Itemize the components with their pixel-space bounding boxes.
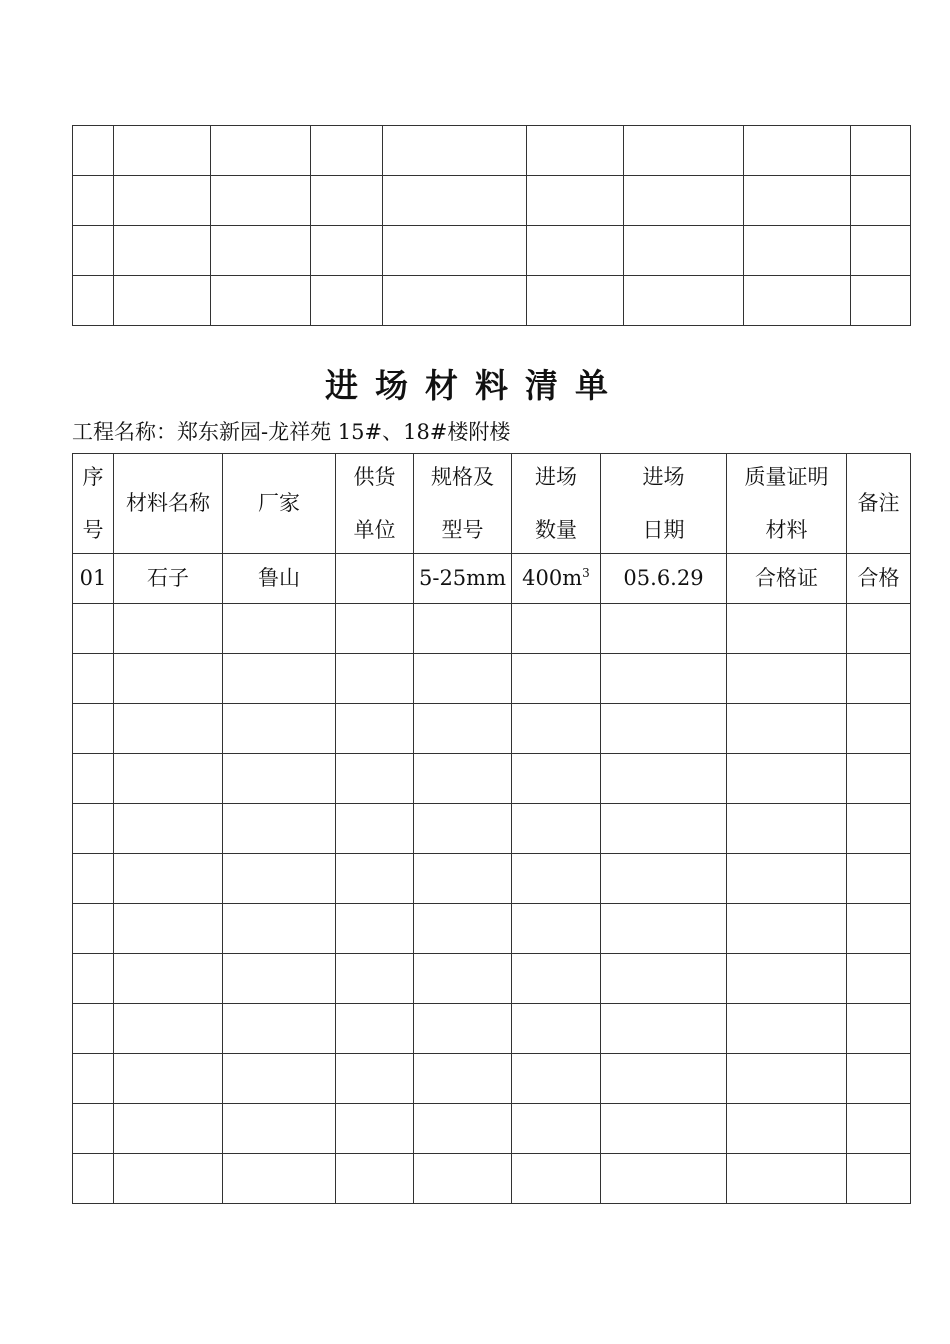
empty-cell	[211, 276, 311, 326]
empty-cell	[311, 176, 383, 226]
empty-cell	[223, 604, 336, 654]
empty-cell	[336, 704, 414, 754]
empty-cell	[727, 804, 847, 854]
empty-cell	[847, 804, 911, 854]
header-manufacturer: 厂家	[223, 454, 336, 554]
empty-cell	[114, 604, 223, 654]
empty-cell	[114, 704, 223, 754]
empty-cell	[383, 276, 527, 326]
empty-cell	[601, 654, 727, 704]
empty-cell	[624, 176, 744, 226]
cell-manufacturer: 鲁山	[223, 554, 336, 604]
empty-cell	[414, 754, 512, 804]
empty-cell	[336, 804, 414, 854]
empty-cell	[727, 1054, 847, 1104]
materials-table	[72, 453, 911, 1204]
empty-cell	[624, 276, 744, 326]
empty-cell	[847, 654, 911, 704]
empty-cell	[414, 1054, 512, 1104]
empty-cell	[512, 654, 601, 704]
empty-cell	[73, 176, 114, 226]
table-row	[73, 804, 911, 854]
table-row	[73, 704, 911, 754]
empty-cell	[73, 1054, 114, 1104]
empty-cell	[114, 1104, 223, 1154]
empty-cell	[512, 1104, 601, 1154]
empty-cell	[73, 904, 114, 954]
empty-cell	[73, 1154, 114, 1204]
empty-cell	[601, 1054, 727, 1104]
empty-cell	[512, 754, 601, 804]
empty-cell	[211, 226, 311, 276]
empty-cell	[512, 854, 601, 904]
empty-cell	[223, 904, 336, 954]
table-row	[73, 1054, 911, 1104]
empty-cell	[114, 276, 211, 326]
empty-cell	[336, 754, 414, 804]
empty-cell	[114, 1154, 223, 1204]
empty-cell	[383, 176, 527, 226]
empty-cell	[414, 904, 512, 954]
empty-cell	[336, 604, 414, 654]
empty-cell	[223, 704, 336, 754]
cell-quantity: $400m^3$	[512, 554, 601, 604]
empty-cell	[601, 1154, 727, 1204]
empty-cell	[223, 754, 336, 804]
empty-cell	[73, 704, 114, 754]
empty-cell	[336, 1054, 414, 1104]
project-line	[72, 416, 510, 446]
empty-cell	[601, 704, 727, 754]
header-remark: 备注	[847, 454, 911, 554]
empty-cell	[311, 276, 383, 326]
empty-cell	[847, 754, 911, 804]
table-header-row	[73, 454, 911, 554]
empty-cell	[114, 126, 211, 176]
empty-cell	[601, 904, 727, 954]
empty-cell	[114, 904, 223, 954]
table-row	[73, 604, 911, 654]
empty-cell	[223, 1104, 336, 1154]
header-supplier: 供货 单位	[336, 454, 414, 554]
empty-cell	[336, 1154, 414, 1204]
header-material: 材料名称	[114, 454, 223, 554]
header-no: 序 号	[73, 454, 114, 554]
empty-cell	[223, 654, 336, 704]
empty-cell	[847, 954, 911, 1004]
empty-cell	[744, 126, 851, 176]
empty-cell	[512, 904, 601, 954]
table-row	[73, 226, 911, 276]
empty-cell	[851, 176, 911, 226]
empty-cell	[847, 1154, 911, 1204]
empty-cell	[851, 226, 911, 276]
empty-cell	[727, 1154, 847, 1204]
empty-cell	[512, 604, 601, 654]
empty-cell	[727, 1004, 847, 1054]
empty-cell	[223, 804, 336, 854]
empty-cell	[414, 1104, 512, 1154]
empty-cell	[114, 804, 223, 854]
empty-cell	[624, 126, 744, 176]
empty-cell	[73, 604, 114, 654]
header-spec: 规格及 型号	[414, 454, 512, 554]
empty-cell	[527, 126, 624, 176]
table-row	[73, 276, 911, 326]
empty-cell	[211, 176, 311, 226]
empty-cell	[414, 604, 512, 654]
empty-cell	[512, 1054, 601, 1104]
cell-remark: 合格	[847, 554, 911, 604]
empty-cell	[114, 854, 223, 904]
empty-cell	[223, 1154, 336, 1204]
empty-cell	[414, 854, 512, 904]
table-row	[73, 954, 911, 1004]
empty-cell	[73, 276, 114, 326]
empty-cell	[383, 226, 527, 276]
empty-cell	[847, 704, 911, 754]
empty-cell	[114, 1004, 223, 1054]
empty-cell	[744, 276, 851, 326]
empty-cell	[73, 854, 114, 904]
empty-cell	[73, 954, 114, 1004]
empty-cell	[311, 226, 383, 276]
empty-cell	[414, 1004, 512, 1054]
empty-cell	[114, 176, 211, 226]
empty-cell	[336, 854, 414, 904]
header-certificate: 质量证明 材料	[727, 454, 847, 554]
cell-supplier	[336, 554, 414, 604]
empty-cell	[414, 1154, 512, 1204]
empty-cell	[527, 176, 624, 226]
empty-cell	[414, 704, 512, 754]
table-row	[73, 126, 911, 176]
empty-cell	[727, 704, 847, 754]
empty-cell	[73, 126, 114, 176]
empty-cell	[336, 654, 414, 704]
empty-cell	[114, 1054, 223, 1104]
project-label: 工程名称：	[72, 420, 177, 444]
empty-cell	[601, 754, 727, 804]
empty-cell	[114, 654, 223, 704]
table-row	[73, 754, 911, 804]
empty-cell	[223, 1004, 336, 1054]
empty-cell	[851, 126, 911, 176]
table-row	[73, 1104, 911, 1154]
empty-cell	[414, 954, 512, 1004]
empty-cell	[727, 954, 847, 1004]
empty-cell	[336, 1104, 414, 1154]
empty-cell	[847, 1004, 911, 1054]
empty-cell	[512, 1004, 601, 1054]
empty-cell	[114, 754, 223, 804]
empty-cell	[601, 1004, 727, 1054]
empty-cell	[624, 226, 744, 276]
cell-date: 05.6.29	[601, 554, 727, 604]
empty-cell	[311, 126, 383, 176]
empty-cell	[512, 954, 601, 1004]
table-row	[73, 176, 911, 226]
empty-cell	[744, 176, 851, 226]
empty-cell	[114, 954, 223, 1004]
empty-cell	[601, 854, 727, 904]
table-row	[73, 854, 911, 904]
empty-cell	[73, 1004, 114, 1054]
cell-material: 石子	[114, 554, 223, 604]
cell-spec: 5-25mm	[414, 554, 512, 604]
cell-certificate: 合格证	[727, 554, 847, 604]
empty-cell	[211, 126, 311, 176]
cell-no: 01	[73, 554, 114, 604]
empty-cell	[727, 754, 847, 804]
header-quantity: 进场 数量	[512, 454, 601, 554]
empty-cell	[727, 1104, 847, 1154]
empty-cell	[727, 904, 847, 954]
empty-cell	[73, 754, 114, 804]
empty-cell	[527, 226, 624, 276]
empty-cell	[744, 226, 851, 276]
table-row	[73, 904, 911, 954]
empty-cell	[114, 226, 211, 276]
project-name: 郑东新园-龙祥苑 15#、18#楼附楼	[177, 420, 511, 444]
header-date: 进场 日期	[601, 454, 727, 554]
empty-cell	[847, 604, 911, 654]
empty-cell	[512, 804, 601, 854]
empty-cell	[223, 1054, 336, 1104]
empty-cell	[414, 654, 512, 704]
empty-cell	[727, 854, 847, 904]
empty-cell	[73, 654, 114, 704]
empty-cell	[414, 804, 512, 854]
empty-cell	[847, 1054, 911, 1104]
empty-cell	[727, 654, 847, 704]
top-table-fragment	[72, 125, 911, 326]
empty-cell	[336, 904, 414, 954]
empty-cell	[847, 904, 911, 954]
table-row	[73, 654, 911, 704]
empty-cell	[512, 1154, 601, 1204]
document-title: 进场材料清单	[325, 366, 625, 405]
empty-cell	[851, 276, 911, 326]
empty-cell	[73, 1104, 114, 1154]
empty-cell	[601, 604, 727, 654]
table-row	[73, 554, 911, 604]
empty-cell	[527, 276, 624, 326]
empty-cell	[73, 226, 114, 276]
empty-cell	[336, 1004, 414, 1054]
empty-cell	[383, 126, 527, 176]
empty-cell	[73, 804, 114, 854]
empty-cell	[601, 954, 727, 1004]
empty-cell	[727, 604, 847, 654]
table-row	[73, 1004, 911, 1054]
empty-cell	[512, 704, 601, 754]
empty-cell	[847, 854, 911, 904]
empty-cell	[223, 854, 336, 904]
empty-cell	[223, 954, 336, 1004]
empty-cell	[601, 804, 727, 854]
empty-cell	[847, 1104, 911, 1154]
empty-cell	[601, 1104, 727, 1154]
empty-cell	[336, 954, 414, 1004]
table-row	[73, 1154, 911, 1204]
